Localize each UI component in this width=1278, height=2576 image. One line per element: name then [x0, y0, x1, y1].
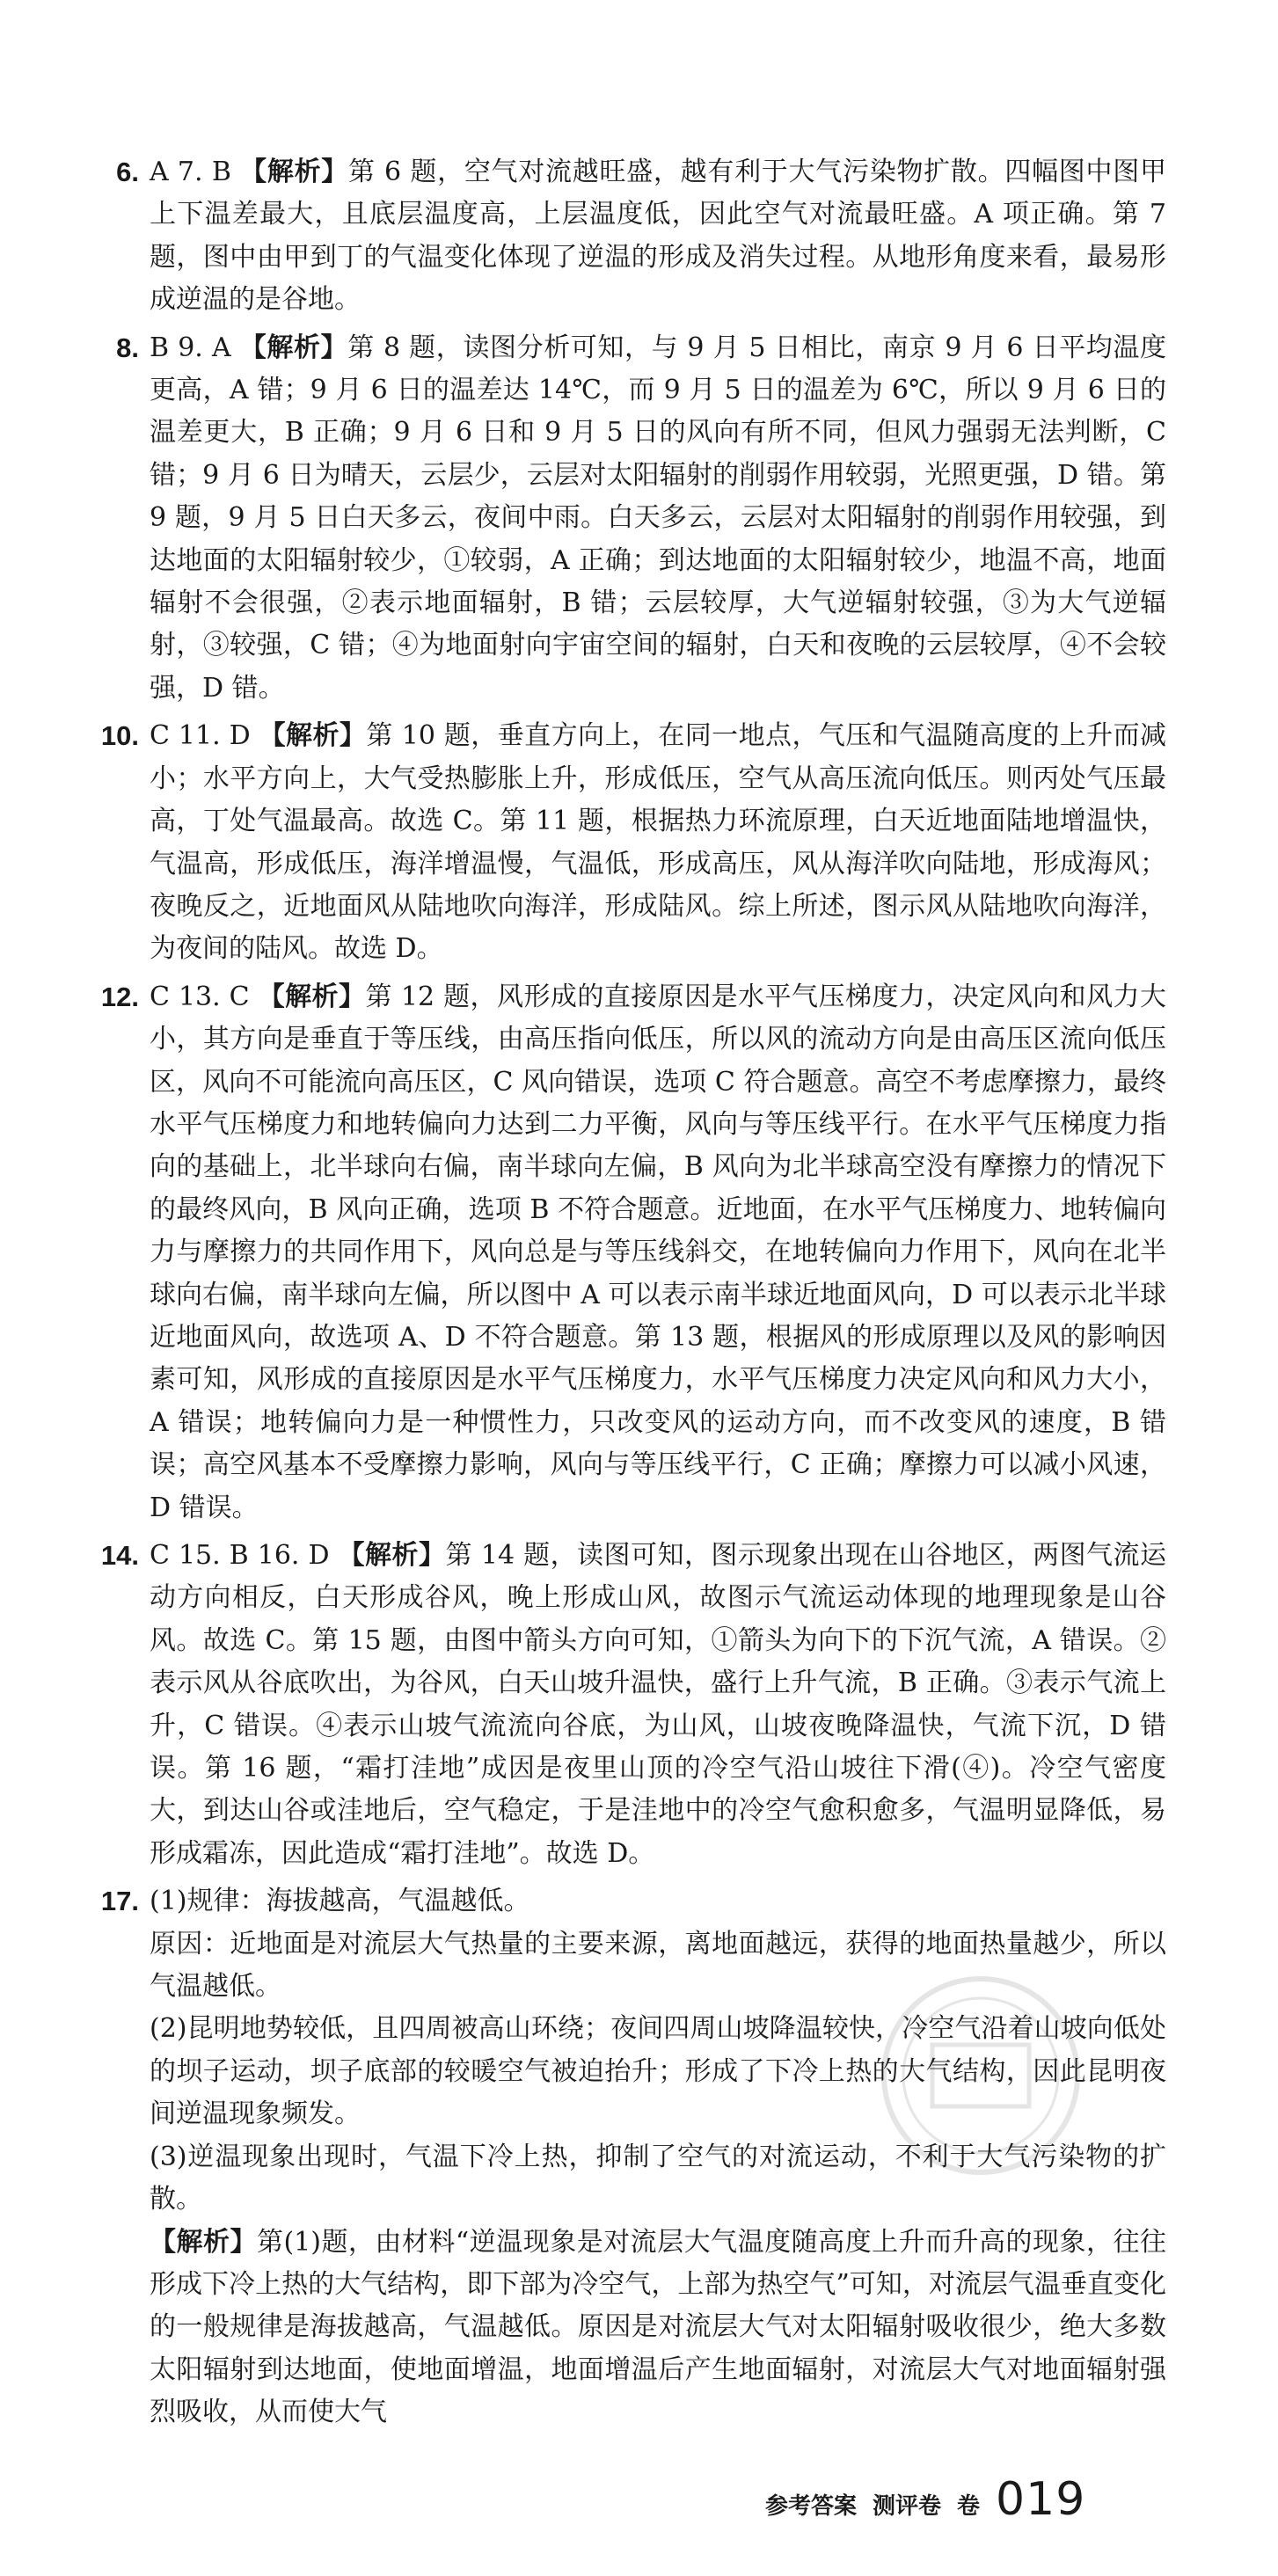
answer-item-14-16: [84, 1535, 1166, 1875]
page-number: 019: [996, 2473, 1086, 2526]
analysis-tag: 【解析】: [150, 2226, 257, 2258]
answer-item-10-11: [84, 715, 1166, 970]
question-number: 10.: [100, 720, 139, 752]
analysis-tag: 【解析】: [239, 332, 348, 363]
answer-line: (1)规律：海拔越高，气温越低。: [150, 1886, 530, 1917]
question-number: 17.: [100, 1886, 139, 1917]
question-number: 6.: [116, 157, 139, 187]
question-number: 8.: [116, 332, 139, 363]
answer-item-17: [84, 1880, 1166, 2434]
footer-volume: 卷: [957, 2493, 981, 2520]
answer-text: C 11. D 【解析】第 10 题，垂直方向上，在同一地点，气压和气温随高度的上升而减小；水平方向上，大气受热膨胀上升，形成低压，空气从高压流向低压。则丙处气压最高，丁处气温最高。故选 C。第 11 题，根据热力环流原理，白天近地面陆地增温快，气温高，形成低压，海洋增温慢，气温低，形成高压，风从海洋吹向陆地，形成海风；夜晚反之，近地面风从陆地吹向海洋，形成陆风。综上所述，图示风从陆地吹向海洋，为夜间的陆风。故选 D。: [150, 720, 1167, 965]
answer-text: A 7. B 【解析】第 6 题，空气对流越旺盛，越有利于大气污染物扩散。四幅图中图甲上下温差最大，且底层温度高，上层温度低，因此空气对流最旺盛。A 项正确。第 7 题，图中由甲到丁的气温变化体现了逆温的形成及消失过程。从地形角度来看，最易形成逆温的是谷地。: [150, 157, 1166, 316]
analysis-tag: 【解析】: [240, 157, 349, 187]
answer-list: [84, 151, 1166, 2440]
question-number: 14.: [100, 1540, 139, 1571]
answer-text: C 13. C 【解析】第 12 题，风形成的直接原因是水平气压梯度力，决定风向和风力大小，其方向是垂直于等压线，由高压指向低压，所以风的流动方向是由高压区流向低压区，风向不可能流向高压区，C 风向错误，选项 C 符合题意。高空不考虑摩擦力，最终水平气压梯度力和地转偏向力达到二力平衡，风向与等压线平行。在水平气压梯度力指向的基础上，北半球向右偏，南半球向左偏，B 风向为北半球高空没有摩擦力的情况下的最终风向，B 风向正确，选项 B 不符合题意。近地面，在水平气压梯度力、地转偏向力与摩擦力的共同作用下，风向总是与等压线斜交，在地转偏向力作用下，风向在北半球向右偏，南半球向左偏，所以图中 A 可以表示南半球近地面风向，D 可以表示北半球近地面风向，故选项 A、D 不符合题意。第 13 题，根据风的形成原理以及风的影响因素可知，风形成的直接原因是水平气压梯度力，水平气压梯度力决定风向和风力大小，A 错误；地转偏向力是一种惯性力，只改变风的运动方向，而不改变风的速度，B 错误；高空风基本不受摩擦力影响，风向与等压线平行，C 正确；摩擦力可以减小风速，D 错误。: [150, 981, 1167, 1523]
answer-text: C 15. B 16. D 【解析】第 14 题，读图可知，图示现象出现在山谷地区，两图气流运动方向相反，白天形成谷风，晚上形成山风，故图示气流运动体现的地理现象是山谷风。故选 C。第 15 题，由图中箭头方向可知，①箭头为向下的下沉气流，A 错误。②表示风从谷底吹出，为谷风，白天山坡升温快，盛行上升气流，B 正确。③表示气流上升，C 错误。④表示山坡气流流向谷底，为山风，山坡夜晚降温快，气流下沉，D 错误。第 16 题，“霜打洼地”成因是夜里山顶的冷空气沿山坡往下滑(④)。冷空气密度大，到达山谷或洼地后，空气稳定，于是洼地中的冷空气愈积愈多，气温明显降低，易形成霜冻，因此造成“霜打洼地”。故选 D。: [150, 1540, 1167, 1869]
answer-text: B 9. A 【解析】第 8 题，读图分析可知，与 9 月 5 日相比，南京 9 月 6 日平均温度更高，A 错；9 月 6 日的温差达 14℃，而 9 月 5 日的温差为 6℃，所以 9 月 6 日的温差更大，B 正确；9 月 6 日和 9 月 5 日的风向有所不同，但风力强弱无法判断，C 错；9 月 6 日为晴天，云层少，云层对太阳辐射的削弱作用较弱，光照更强，D 错。第 9 题，9 月 5 日白天多云，夜间中雨。白天多云，云层对太阳辐射的削弱作用较强，到达地面的太阳辐射较少，①较弱，A 正确；到达地面的太阳辐射较少，地温不高，地面辐射不会很强，②表示地面辐射，B 错；云层较厚，大气逆辐射较强，③为大气逆辐射，③较强，C 错；④为地面射向宇宙空间的辐射，白天和夜晚的云层较厚，④不会较强，D 错。: [150, 332, 1167, 704]
analysis-tag: 【解析】: [259, 720, 367, 752]
analysis-paragraph: 【解析】第(1)题，由材料“逆温现象是对流层大气温度随高度上升而升高的现象，往往形成下冷上热的大气结构，即下部为冷空气，上部为热空气”可知，对流层气温垂直变化的一般规律是海拔越高，气温越低。原因是对流层大气对太阳辐射吸收很少，绝大多数太阳辐射到达地面，使地面增温，地面增温后产生地面辐射，对流层大气对地面辐射强烈吸收，从而使大气: [150, 2226, 1166, 2428]
page-footer: [765, 2463, 1179, 2524]
answer-line: 原因：近地面是对流层大气热量的主要来源，离地面越远，获得的地面热量越少，所以气温越低。: [150, 1928, 1166, 2003]
analysis-tag: 【解析】: [258, 981, 366, 1012]
answer-item-6-7: [84, 151, 1166, 322]
analysis-tag: 【解析】: [338, 1540, 446, 1571]
footer-sub-label: 测评卷: [873, 2493, 942, 2520]
answer-item-12-13: [84, 976, 1166, 1529]
answer-item-8-9: [84, 327, 1166, 711]
answer-line: (2)昆明地势较低，且四周被高山环绕；夜间四周山坡降温较快，冷空气沿着山坡向低处的坝子运动，坝子底部的较暖空气被迫抬升；形成了下冷上热的大气结构，因此昆明夜间逆温现象频发。: [150, 2013, 1166, 2130]
footer-label: 参考答案: [765, 2493, 858, 2520]
answer-line: (3)逆温现象出现时，气温下冷上热，抑制了空气的对流运动，不利于大气污染物的扩散。: [150, 2141, 1166, 2215]
question-number: 12.: [100, 981, 139, 1012]
answer-text: [150, 1880, 1166, 2434]
